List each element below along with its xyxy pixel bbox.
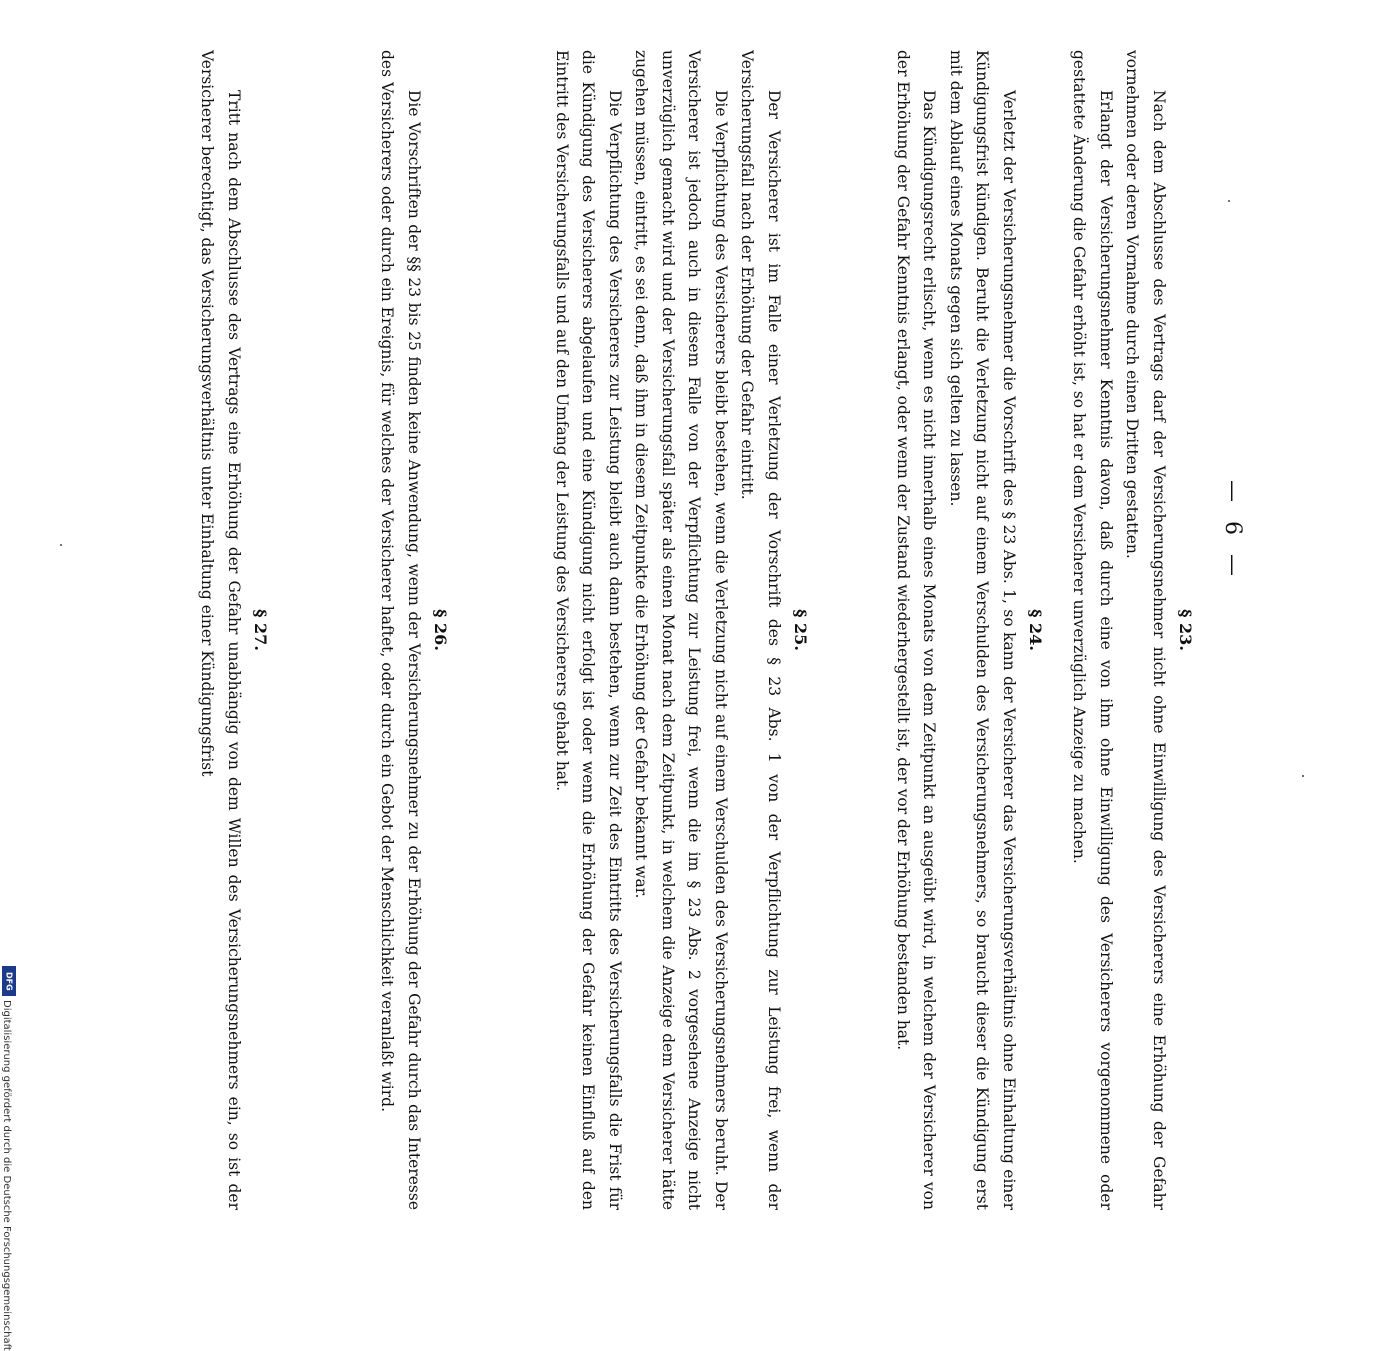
dfg-logo: DFG <box>2 966 16 996</box>
digitization-credit: Digitalisierung gefördert durch die Deutsche Forschungsgemeinschaft <box>1 1000 12 1351</box>
paragraph: Das Kündigungsrecht erlischt, wenn es nicht innerhalb eines Monats von dem Zeitpunkt an ausgeübt wird, in welchem der Versicherer von der Erhöhung der Gefahr Kenntnis erlangt, oder wenn der Zustand wiederhergestellt ist, der vor der Erhöhung bestanden hat. <box>894 50 939 1210</box>
section-title: § 26. <box>431 609 450 651</box>
paragraph: Verletzt der Versicherungsnehmer die Vorschrift des § 23 Abs. 1, so kann der Versicherer das Versicherungsverhältnis ohne Einhaltung einer Kündigungsfrist kündigen. Beruht die Verletzung nicht auf einem Verschulden des Versicherungsnehmers, so braucht dieser die Kündigung erst mit dem Ablauf eines Monats gegen sich gelten zu lassen. <box>947 50 1018 1210</box>
scan-speck <box>1302 775 1304 777</box>
scan-speck <box>60 544 62 546</box>
section-26 <box>374 50 450 1210</box>
scan-speck <box>1228 200 1230 202</box>
section-title: § 24. <box>1026 609 1045 651</box>
section-title: § 23. <box>1176 609 1195 651</box>
paragraph: Die Vorschriften der §§ 23 bis 25 finden keine Anwendung, wenn der Versicherungsnehmer zu der Erhöhung der Gefahr durch das Interesse des Versicherers oder durch ein Ereignis, für welches der Versicherer haftet, oder durch ein Gebot der Menschlichkeit veranlaßt wird. <box>378 50 423 1210</box>
section-title: § 27. <box>251 609 270 651</box>
rotated-document-page <box>150 50 1245 1210</box>
paragraph: Nach dem Abschlusse des Vertrags darf der Versicherungsnehmer nicht ohne Einwilligung des Versicherers eine Erhöhung der Gefahr vornehmen oder deren Vornahme durch einen Dritten gestatten. <box>1123 50 1168 1210</box>
section-24 <box>890 50 1046 1210</box>
section-title: § 25. <box>791 609 810 651</box>
paragraph: Tritt nach dem Abschlusse des Vertrags eine Erhöhung der Gefahr unabhängig von dem Willen des Versicherungsnehmers ein, so ist der Versicherer berechtigt, das Versicherungsverhältnis unter Einhaltung einer Kündigungsfrist <box>198 50 243 1210</box>
paragraph: Erlangt der Versicherungsnehmer Kenntnis davon, daß durch eine von ihm ohne Einwilligung des Versicherers vorgenommene oder gestattete Änderung die Gefahr erhöht ist, so hat er dem Versicherer unverzüglich Anzeige zu machen. <box>1070 50 1115 1210</box>
paragraph: Die Verpflichtung des Versicherers bleibt bestehen, wenn die Verletzung nicht auf einem Verschulden des Versicherungsnehmers beruht. Der Versicherer ist jedoch auch in diesem Falle von der Verpflichtung zur Leistung frei, wenn die im § 23 Abs. 2 vorgesehene Anzeige nicht unverzüglich gemacht wird und der Versicherungsfall später als einen Monat nach dem Zeitpunkt, in welchem die Anzeige dem Versicherer hätte zugehen müssen, eintritt, es sei denn, daß ihm in diesem Zeitpunkte die Erhöhung der Gefahr bekannt war. <box>632 50 730 1210</box>
paragraph: Die Verpflichtung des Versicherers zur Leistung bleibt auch dann bestehen, wenn zur Zeit des Eintritts des Versicherungsfalls die Frist für die Kündigung des Versicherers abgelaufen und eine Kündigung nicht erfolgt ist oder wenn die Erhöhung der Gefahr keinen Einfluß auf den Eintritt des Versicherungsfalls und auf den Umfang der Leistung des Versicherers gehabt hat. <box>553 50 624 1210</box>
section-23 <box>1066 50 1195 1210</box>
page-number: — 6 — <box>1220 480 1245 582</box>
paragraph: Der Versicherer ist im Falle einer Verletzung der Vorschrift des § 23 Abs. 1 von der Verpflichtung zur Leistung frei, wenn der Versicherungsfall nach der Erhöhung der Gefahr eintritt. <box>738 50 783 1210</box>
section-25 <box>549 50 811 1210</box>
section-27 <box>194 50 270 1210</box>
